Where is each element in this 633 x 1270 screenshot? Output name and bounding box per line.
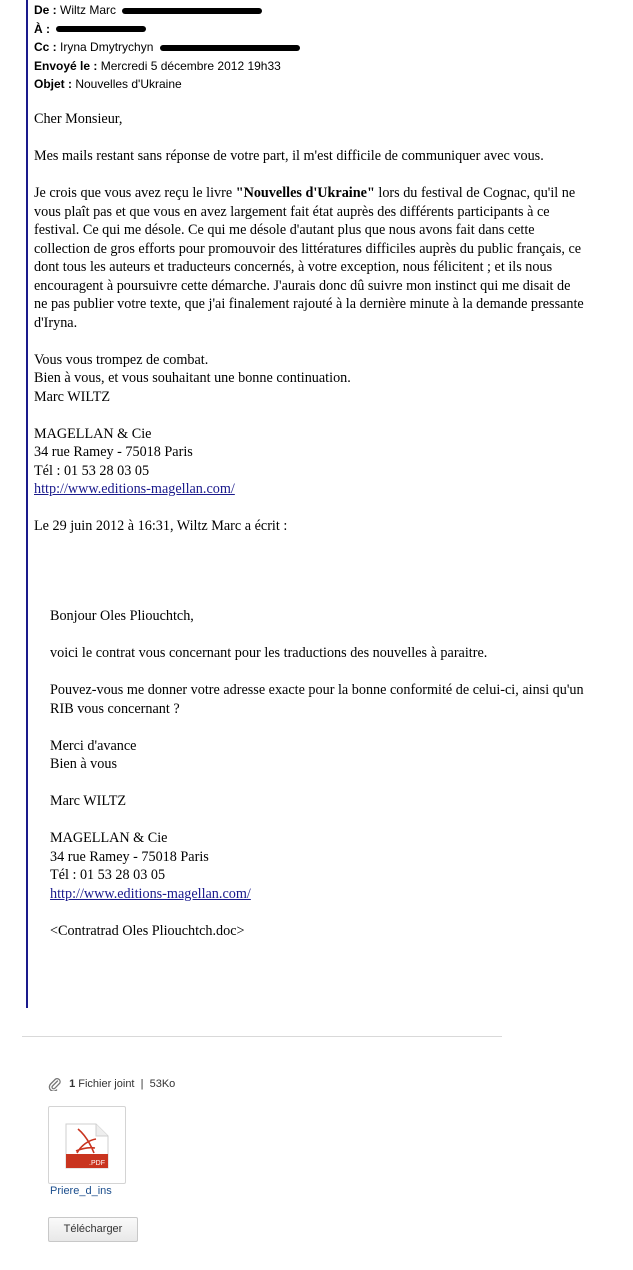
paragraph: Je crois que vous avez reçu le livre "Nouvelles d'Ukraine" lors du festival de Cognac, qu'il ne vous plaît pas et que vous en avez largement fait état auprès des différents participants à ce festival. Ce qui me désole. Ce qui me désole d'autant plus que nous avons fait dans cette collection de gros efforts pour promouvoir des littératures difficiles auprès du public français, ce dont tous les auteurs et traducteurs concernés, à votre exception, nous félicitent ; et ils nous encouragent à poursuivre cette démarche. J'aurais donc dû suivre mon instinct qui me disait de ne pas publier votre texte, que j'ai finalement rajouté à la dernière minute à la demande pressante d'Iryna. <box>34 185 584 331</box>
paragraph: Mes mails restant sans réponse de votre part, il m'est difficile de communiquer avec vous. <box>34 148 544 164</box>
closing-line: Bien à vous, et vous souhaitant une bonne continuation. <box>34 370 351 386</box>
attachment-count: 1 <box>69 1077 76 1090</box>
book-title: "Nouvelles d'Ukraine" <box>235 185 375 201</box>
greeting: Bonjour Oles Pliouchtch, <box>50 608 194 624</box>
company-name: MAGELLAN & Cie <box>34 425 152 442</box>
redacted-email <box>160 45 300 51</box>
attachment-size: 53Ko <box>149 1077 176 1090</box>
signature: Marc WILTZ <box>34 388 111 405</box>
cc-row <box>34 38 300 57</box>
attachment-reference: <Contratrad Oles Pliouchtch.doc> <box>50 922 245 939</box>
from-label: De : <box>34 3 57 17</box>
divider <box>22 1036 502 1037</box>
sent-label: Envoyé le : <box>34 58 98 73</box>
signature: Marc WILTZ <box>50 793 127 809</box>
closing-line: Vous vous trompez de combat. <box>34 351 209 368</box>
sent-row <box>34 57 300 76</box>
company-phone: Tél : 01 53 28 03 05 <box>34 462 150 479</box>
quote-bar <box>26 0 28 1008</box>
attachment-label: Fichier joint <box>78 1077 135 1090</box>
file-type-label: .PDF <box>89 1160 105 1167</box>
attachment-filename[interactable]: Priere_d_ins <box>50 1185 112 1197</box>
redacted-email <box>56 26 146 32</box>
website-link[interactable]: http://www.editions-magellan.com/ <box>50 885 251 902</box>
email-headers <box>34 1 300 94</box>
from-row <box>34 1 300 20</box>
paperclip-icon <box>48 1077 62 1091</box>
sent-value: Mercredi 5 décembre 2012 19h33 <box>100 58 281 73</box>
company-address: 34 rue Ramey - 75018 Paris <box>50 848 209 865</box>
pdf-file-icon <box>65 1123 109 1174</box>
subject-label: Objet : <box>34 77 72 91</box>
attachment-tile[interactable] <box>48 1106 126 1184</box>
cc-label: Cc : <box>34 40 57 54</box>
to-label: À : <box>34 21 50 36</box>
closing-line: Merci d'avance <box>50 737 137 754</box>
quoted-message <box>50 607 590 940</box>
company-name: MAGELLAN & Cie <box>50 830 168 846</box>
attachment-summary: 1 Fichier joint | 53Ko <box>48 1077 175 1091</box>
subject-value: Nouvelles d'Ukraine <box>75 77 182 91</box>
redacted-email <box>122 8 262 14</box>
website-link[interactable]: http://www.editions-magellan.com/ <box>34 481 235 497</box>
to-row <box>34 20 300 39</box>
message-body <box>34 110 586 536</box>
company-phone: Tél : 01 53 28 03 05 <box>50 867 166 883</box>
download-button[interactable]: Télécharger <box>48 1217 138 1242</box>
paragraph: voici le contrat vous concernant pour les traductions des nouvelles à paraitre. <box>50 645 488 661</box>
company-address: 34 rue Ramey - 75018 Paris <box>34 444 193 460</box>
paragraph: Pouvez-vous me donner votre adresse exacte pour la bonne conformité de celui-ci, ainsi qu'un RIB vous concernant ? <box>50 682 584 717</box>
greeting: Cher Monsieur, <box>34 111 123 127</box>
closing-line: Bien à vous <box>50 756 117 772</box>
from-value: Wiltz Marc <box>60 3 117 17</box>
subject-row <box>34 75 300 94</box>
quote-intro: Le 29 juin 2012 à 16:31, Wiltz Marc a écrit : <box>34 518 288 534</box>
cc-value: Iryna Dmytrychyn <box>60 40 154 54</box>
